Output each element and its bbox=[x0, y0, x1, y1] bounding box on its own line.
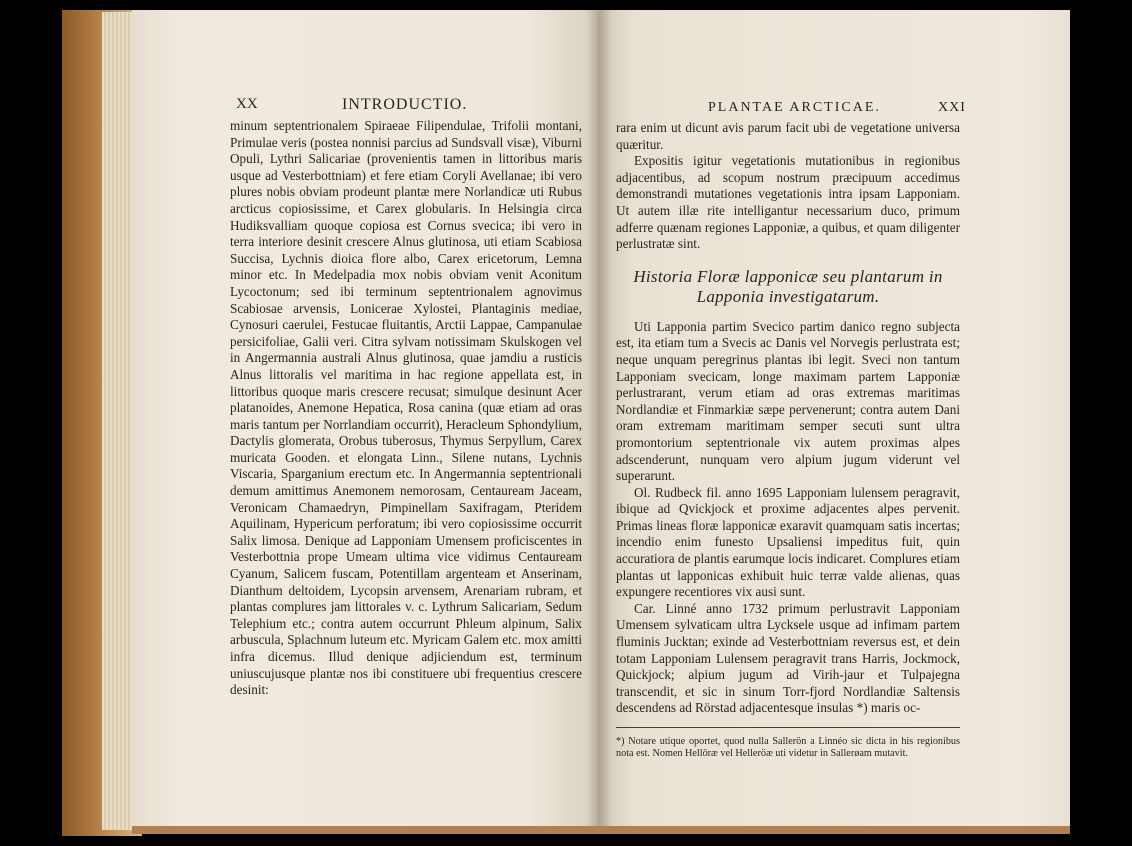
body-paragraph: Car. Linné anno 1732 primum perlustravit Lapponiam Umensem sylvaticam ultra Lycksele usque ad infimam partem fluminis Jucktan; exinde ad Vesterbottniam reversus est, et dein totam Lapponiam Lulensem peragravit trans Harris, Jockmock, Quickjock; alpium jugum ad Virih-jaur et Tulpajegna transcendit, et sic in sinum Torr-fjord Nordlandiæ Saltensis descendens ad Rörstad adjacentesque insulas *) maris oc- bbox=[616, 600, 960, 716]
body-paragraph: Uti Lapponia partim Svecico partim danico regno subjecta est, ita etiam tum a Svecis ac Danis vel Norvegis perlustrata est; neque unquam peregrinus plantas ibi legit. Sveci non tantum Lapponiam svecicam, longe maximam partem Lapponiæ perlustrarant, verum etiam ad oras extremas maritimas Nordlandiæ et Finmarkiæ sæpe pervenerunt; contra autem Dani oram extremam maritimam semper secuti sunt ultra promontorium septentrionale vix autem proximas alpes adscenderunt, nunquam vero alpium jugum viderunt vel superarunt. bbox=[616, 318, 960, 484]
right-page-number: XXI bbox=[938, 100, 966, 115]
right-intro-paragraph: rara enim ut dicunt avis parum facit ubi de vegetatione universa quæritur. bbox=[616, 120, 960, 152]
left-page-number: XX bbox=[236, 96, 258, 112]
left-page bbox=[132, 10, 598, 828]
right-page-text bbox=[616, 120, 960, 760]
section-heading bbox=[616, 267, 960, 307]
right-running-title: PLANTAE ARCTICAE. bbox=[708, 100, 881, 115]
right-intro-paragraph: Expositis igitur vegetationis mutationibus in regionibus adjacentibus, ad scopum nostrum præcipuum accedimus demonstrandi mutationes vegetationis intra ipsam Lapponiam. Ut autem illæ rite intelligantur necessarium duco, primum adferre quænam regiones Lapponiæ, a quibus, et quam diligenter perlustratæ sint. bbox=[616, 153, 960, 252]
footnote: *) Notare utique oportet, quod nulla Sallerön a Linnéo sic dicta in his regionibus nota est. Nomen Hellöræ vel Helleröæ uti videtur in Sallerøam mutavit. bbox=[616, 736, 960, 759]
section-heading-line: Historia Floræ lapponicæ seu plantarum in bbox=[633, 266, 943, 286]
left-paragraph: minum septentrionalem Spiraeae Filipendulae, Trifolii montani, Primulae veris (postea nonnisi parcius ad Sundsvall visæ), Viburni Opuli, Lythri Salicariae (provenientis tamen in littoribus maris usque ad Vesterbottniam) et fere etiam Coryli Avellanae; ibi vero plures nobis obviam prodeunt plantæ mere Norlandicæ uti Rubus arcticus copiosissime, et Carex globularis. In Helsingia circa Hudiksvalliam quoque copiosa est Cornus svecica; ibi vero in terra interiore desinit crescere Alnus glutinosa, uti etiam Scabiosa Succisa, Lychnis dioica flore albo, Carex ericetorum, Lemna minor etc. In Medelpadia mox nobis obviam venit Aconitum Lycoctonum; sed ibi terminum septentrionalem agnovimus Scabiosae arvensis, Lonicerae Xylostei, Plantaginis mediae, Cynosuri caerulei, Festucae fluitantis, Arctii Lappae, Campanulae persicifoliae, Galii veri. Citra sylvam notissimam Skulskogen vel in Angermannia australi Alnus glutinosa, quae jamdiu a rusticis Alnus littoralis vel maritima in hac regione appellata est, in littoribus quoque maris crescere recusat; simulque desinunt Acer platanoides, Anemone Hepatica, Rosa canina (quæ etiam ad oras maris tantum per Norrlandiam occurrit), Heracleum Sphondylium, Dactylis glomerata, Orobus tuberosus, Thymus Serpyllum, Carex muricata Gooden. et elongata Linn., Silene nutans, Lychnis Viscaria, Sparganium erectum etc. In Angermannia septentrionali demum amittimus Anemonem nemorosam, Centauream Jaceam, Veronicam Chamaedryn, Pimpinellam Saxifragam, Pteridem Aquilinam, Hypericum perforatum; ibi vero copiosissime occurrit Salix limosa. Denique ad Lapponiam Umensem proficiscentes in Vesterbottnia prope Umeam ultima vice vidimus Centauream Cyanum, Salicem fuscam, Potentillam argenteam et Anserinam, Dianthum deltoidem, Lycopsin arvensem, Arenariam rubram, et plantas complures jam littorales v. c. Lythrum Salicariam, Sedum Telephium etc.; contra autem occurrunt Phleum alpinum, Salix arbuscula, Splachnum luteum etc. Myricam Galem etc. mox amitti infra dicemus. Illud denique adjiciendum est, terminum uniuscujusque plantæ nos ibi constituere ubi frequentius crescere desinit: bbox=[230, 118, 582, 698]
book-gutter bbox=[586, 10, 612, 828]
left-running-title: INTRODUCTIO. bbox=[342, 96, 468, 113]
left-page-text bbox=[230, 118, 582, 699]
book-bottom-edge bbox=[132, 826, 1070, 834]
right-page bbox=[598, 10, 1070, 828]
body-paragraph: Ol. Rudbeck fil. anno 1695 Lapponiam lulensem peragravit, ibique ad Qvickjock et proxime adjacentes alpes pervenit. Primas lineas floræ lapponicæ exaravit quamquam satis incertas; incendio enim funesto Upsaliensi impeditus fuit, quin accuratiora de plantis earumque locis indicaret. Complures etiam plantas ut lapponicas exhibuit huic terræ valde alienas, quas expungere recentiores vix ausi sunt. bbox=[616, 484, 960, 600]
footnote-rule bbox=[616, 727, 960, 728]
section-heading-line: Lapponia investigatarum. bbox=[696, 286, 880, 306]
